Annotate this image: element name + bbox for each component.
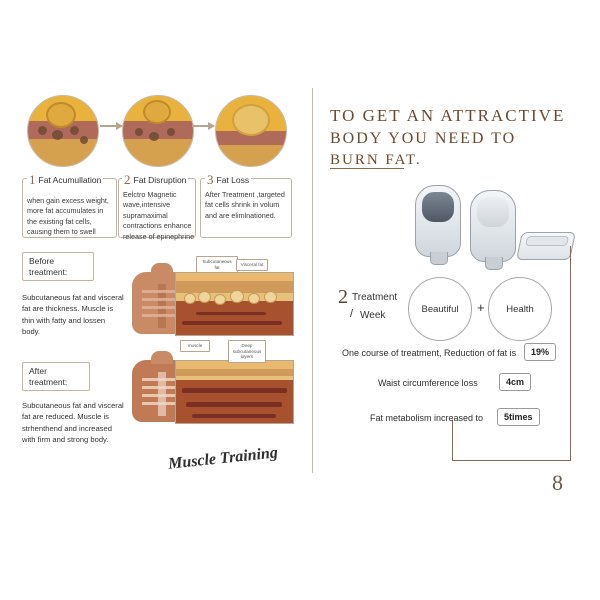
fact-value-2: 4cm — [499, 373, 531, 391]
muscle-training-caption: Muscle Training — [167, 444, 279, 473]
treatment-slash: / — [350, 308, 354, 320]
cell-illustration-1 — [27, 95, 99, 167]
fat-cross-section-before — [175, 272, 294, 336]
fat-cross-section-after — [175, 360, 294, 424]
step-title-2: Fat Disruption — [133, 175, 187, 185]
headline-underline — [330, 168, 404, 169]
device-handpiece-2 — [470, 190, 516, 262]
device-handpiece-1 — [415, 185, 461, 257]
arrow-icon — [192, 125, 214, 127]
before-treatment-text: Subcutaneous fat and visceral fat are thickness. Muscle is thin with fatty and lossen body. — [22, 293, 124, 337]
column-divider — [312, 88, 313, 473]
after-treatment-text: Subcutaneous fat and visceral fat are reduced. Muscle is strhenthend and increased with firm and strong body. — [22, 401, 124, 445]
after-treatment-label: After treatment: — [22, 362, 90, 391]
fact-text-3: Fat metabolism increased to — [370, 413, 484, 423]
device-applicator — [516, 232, 576, 260]
diagram-tag-muscle: muscle — [180, 340, 210, 352]
page-number: 8 — [552, 470, 563, 495]
bracket-vertical — [570, 246, 571, 461]
headline — [330, 105, 580, 170]
fact-text-1: One course of treatment, Reduction of fat is — [342, 348, 517, 358]
diagram-tag-deep-layers: Deep subcutaneous layers — [228, 340, 266, 363]
bracket-left — [452, 420, 453, 461]
step-body-1: when gain excess weight, more fat accumulates in the existing fat cells, causing them to swell — [27, 196, 109, 237]
fact-value-3: 5times — [497, 408, 540, 426]
treatment-count: 2 — [338, 286, 348, 308]
step-label-1 — [27, 172, 103, 188]
step-title-3: Fat Loss — [216, 175, 250, 185]
headline-line-3: BURN FAT. — [330, 151, 422, 168]
step-title-1: Fat Acumullation — [38, 175, 102, 185]
diagram-tag-visceral-fat: Visceral fat — [236, 259, 268, 271]
diagram-tag-subcutaneous-fat: Subcutaneous fat — [196, 256, 238, 273]
step-number-1: 1 — [29, 172, 36, 187]
cell-illustration-group — [22, 95, 292, 160]
step-label-3 — [205, 172, 251, 188]
headline-line-1: TO GET AN ATTRACTIVE — [330, 106, 566, 125]
bracket-bottom — [452, 460, 571, 461]
arrow-icon — [100, 125, 122, 127]
before-treatment-label: Before treatment: — [22, 252, 94, 281]
headline-line-2: BODY YOU NEED TO — [330, 129, 517, 147]
step-label-2 — [122, 172, 188, 188]
benefit-plus-icon: + — [477, 300, 485, 315]
fact-text-2: Waist circumference loss — [378, 378, 478, 388]
step-number-3: 3 — [207, 172, 214, 187]
step-body-3: After Treatment ,targeted fat cells shrink in volum and are elimlnationed. — [205, 190, 285, 220]
treatment-unit-label: Treatment — [352, 292, 398, 303]
fact-value-1: 19% — [524, 343, 556, 361]
cell-illustration-2 — [122, 95, 194, 167]
benefit-health: Health — [488, 277, 552, 341]
cell-illustration-3 — [215, 95, 287, 167]
treatment-period-label: Week — [360, 310, 386, 321]
step-number-2: 2 — [124, 172, 131, 187]
benefit-beautiful: Beautiful — [408, 277, 472, 341]
page-bottom-margin — [0, 520, 600, 600]
step-body-2: Eelctro Magnetic wave,intensive supramaximal contractions enhance release of epinephrine — [123, 190, 195, 241]
